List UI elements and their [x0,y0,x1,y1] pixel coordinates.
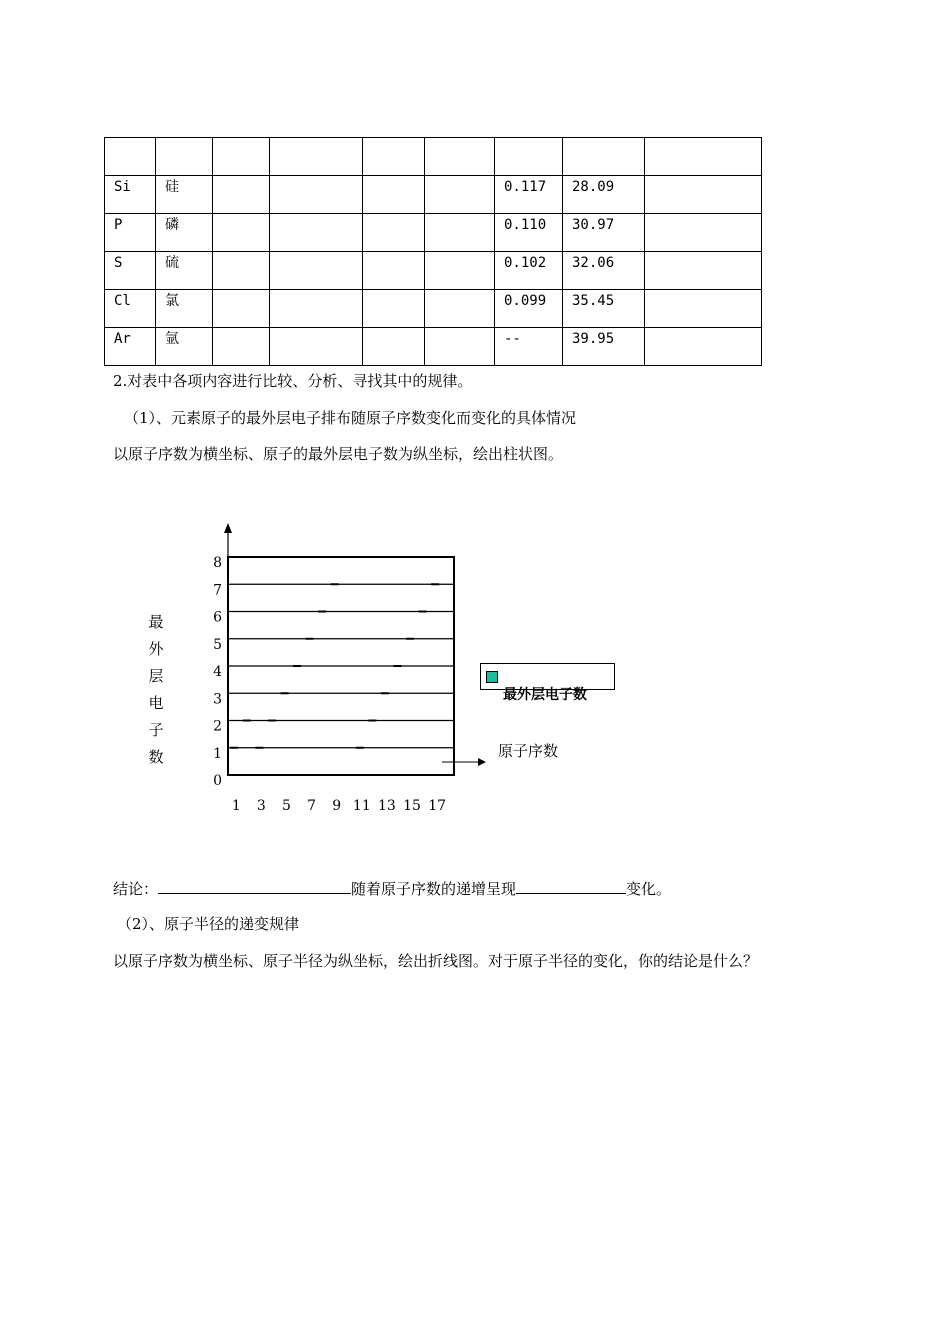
bar [431,583,439,585]
y-axis-label-char: 最 [148,613,164,631]
bar [368,720,376,722]
cell-c6 [425,252,495,290]
cell-radius: 0.099 [495,290,563,328]
x-tick-label: 9 [332,798,342,814]
table-row [105,252,762,290]
cell-c3 [213,252,270,290]
cell-mass: 30.97 [563,214,645,252]
cell-c9 [645,138,762,176]
cell-name: 氩 [156,328,213,366]
conclusion-label: 结论： [113,880,159,898]
table-row [105,328,762,366]
y-axis-label-char: 子 [148,721,164,739]
cell-symbol: S [105,252,156,290]
step-2-text: 2.对表中各项内容进行比较、分析、寻找其中的规律。 [113,372,473,390]
y-axis-label-char: 电 [148,694,164,712]
x-tick-label: 11 [352,798,371,814]
cell-radius [495,138,563,176]
part-1-title: （1）、元素原子的最外层电子排布随原子序数变化而变化的具体情况 [124,409,577,427]
cell-c4 [270,138,363,176]
y-axis-label-char: 外 [148,640,164,658]
table-row [105,214,762,252]
cell-c3 [213,176,270,214]
y-tick-label: 6 [213,609,222,626]
element-table [104,137,762,366]
cell-c9 [645,290,762,328]
cell-symbol [105,138,156,176]
bar [331,583,339,585]
bar [255,747,263,749]
bar [444,556,452,558]
cell-name: 磷 [156,214,213,252]
y-axis-label-char: 层 [148,667,164,685]
cell-c9 [645,252,762,290]
bar [381,692,389,694]
x-axis-label: 原子序数 [498,742,559,760]
cell-radius: 0.110 [495,214,563,252]
cell-mass: 32.06 [563,252,645,290]
x-tick-label: 17 [428,798,447,814]
cell-c3 [213,138,270,176]
cell-c5 [363,176,425,214]
cell-c6 [425,138,495,176]
cell-radius: 0.117 [495,176,563,214]
conclusion-line [113,877,671,899]
cell-c9 [645,328,762,366]
bar [406,638,414,640]
x-tick-label: 15 [403,798,421,814]
bar [419,611,427,613]
x-label-arrowhead [478,758,486,766]
cell-c5 [363,214,425,252]
y-tick-label: 1 [213,745,222,762]
y-tick-label: 4 [213,664,222,680]
cell-c9 [645,214,762,252]
y-tick-label: 3 [213,691,222,708]
cell-c4 [270,252,363,290]
cell-name [156,138,213,176]
part-2-instruction: 以原子序数为横坐标、原子半径为纵坐标，绘出折线图。对于原子半径的变化，你的结论是什么？ [113,952,759,970]
x-tick-label: 5 [282,798,291,814]
cell-c4 [270,176,363,214]
y-tick-label: 8 [213,555,222,571]
cell-c5 [363,290,425,328]
table-row [105,138,762,176]
cell-symbol: Si [105,176,156,214]
legend-swatch [486,671,498,683]
y-tick-label: 7 [213,582,222,599]
cell-c3 [213,290,270,328]
cell-c9 [645,176,762,214]
cell-c5 [363,328,425,366]
bar [281,692,289,694]
x-tick-label: 7 [307,798,317,814]
cell-c6 [425,176,495,214]
cell-c6 [425,328,495,366]
y-tick-label: 0 [213,773,222,789]
part-2-title: （2）、原子半径的递变规律 [117,915,300,933]
cell-symbol: P [105,214,156,252]
cell-mass: 39.95 [563,328,645,366]
conclusion-end: 变化。 [626,880,672,898]
cell-c6 [425,214,495,252]
legend-label: 最外层电子数 [503,687,587,703]
element-table-body [105,138,762,366]
cell-c5 [363,252,425,290]
bar [318,611,326,613]
cell-c4 [270,214,363,252]
cell-radius: -- [495,328,563,366]
bar [230,747,238,749]
cell-c4 [270,328,363,366]
table-row [105,176,762,214]
y-axis-arrowhead [224,523,232,533]
bar [293,665,301,667]
cell-name: 硫 [156,252,213,290]
cell-c5 [363,138,425,176]
cell-name: 硅 [156,176,213,214]
conclusion-middle: 随着原子序数的递增呈现 [351,880,517,898]
cell-c4 [270,290,363,328]
bar [356,747,364,749]
conclusion-blank-1[interactable] [158,877,351,894]
cell-symbol: Ar [105,328,156,366]
cell-radius: 0.102 [495,252,563,290]
cell-mass: 28.09 [563,176,645,214]
x-tick-label: 3 [256,798,266,814]
bar [306,638,314,640]
conclusion-blank-2[interactable] [516,877,626,894]
part-1-instruction: 以原子序数为横坐标、原子的最外层电子数为纵坐标，绘出柱状图。 [113,445,564,463]
bar [243,720,251,722]
bar [394,665,402,667]
cell-c3 [213,214,270,252]
cell-mass [563,138,645,176]
outer-electron-bar-chart [140,515,559,820]
table-row [105,290,762,328]
y-tick-label: 5 [213,636,222,653]
y-axis-label-char: 数 [148,748,164,766]
cell-mass: 35.45 [563,290,645,328]
cell-symbol: Cl [105,290,156,328]
y-tick-label: 2 [213,718,222,735]
bar [268,720,276,722]
x-tick-label: 13 [378,798,396,814]
cell-c3 [213,328,270,366]
cell-c6 [425,290,495,328]
cell-name: 氯 [156,290,213,328]
bar [343,556,351,558]
x-tick-label: 1 [231,798,241,814]
